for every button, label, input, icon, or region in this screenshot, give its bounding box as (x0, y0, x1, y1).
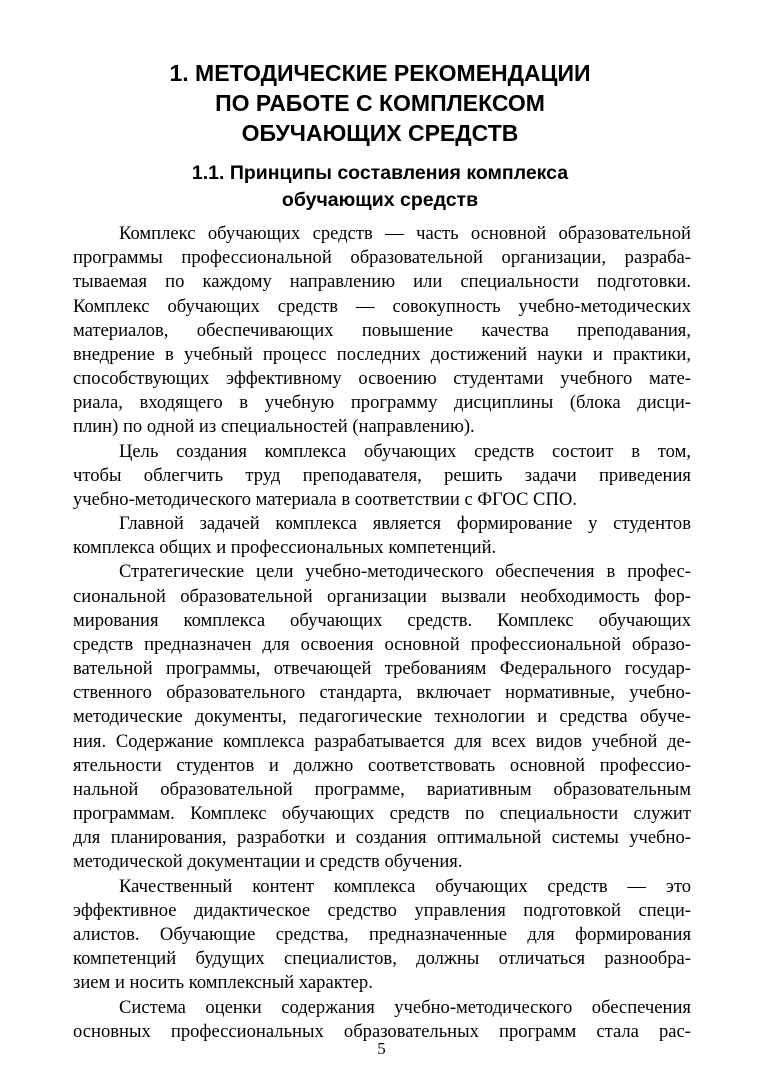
text-line: способствующих эффективному освоению студентами учебного мате- (73, 368, 691, 390)
text-line: ственного образовательного стандарта, включает нормативные, учебно- (73, 682, 691, 704)
chapter-heading-line: ПО РАБОТЕ С КОМПЛЕКСОМ (215, 90, 545, 116)
text-line: мирования комплекса обучающих средств. Комплекс обучающих (73, 609, 691, 631)
text-line: тываемая по каждому направлению или специальности подготовки. (73, 271, 691, 293)
text-line: нальной образовательной программе, вариативным образовательным (73, 778, 691, 800)
text-line: Цель создания комплекса обучающих средств состоит в том, (119, 440, 691, 462)
text-line: плин) по одной из специальностей (направлению). (73, 416, 475, 438)
text-line: программы профессиональной образовательной организации, разраба- (73, 247, 691, 269)
page-number: 5 (377, 1039, 386, 1058)
text-line: эффективное дидактическое средство управления подготовкой специ- (73, 899, 691, 921)
text-line: для планирования, разработки и создания оптимальной системы учебно- (73, 827, 691, 849)
text-line: чтобы облегчить труд преподавателя, решить задачи приведения (73, 464, 691, 486)
text-line: внедрение в учебный процесс последних достижений науки и практики, (73, 343, 691, 365)
text-line: основных профессиональных образовательных программ стала рас- (73, 1020, 691, 1042)
section-heading (60, 160, 700, 214)
text-line: комплекса общих и профессиональных компетенций. (73, 537, 497, 559)
text-line: риала, входящего в учебную программу дисциплины (блока дисци- (73, 392, 691, 414)
chapter-heading-line: 1. МЕТОДИЧЕСКИЕ РЕКОМЕНДАЦИИ (169, 60, 591, 86)
text-line: ятельности студентов и должно соответствовать основной профессио- (73, 754, 691, 776)
section-heading-line: 1.1. Принципы составления комплекса (191, 162, 569, 184)
text-line: алистов. Обучающие средства, предназначенные для формирования (73, 923, 691, 945)
text-line: Качественный контент комплекса обучающих средств — это (119, 875, 691, 897)
text-line: зием и носить комплексный характер. (73, 972, 373, 994)
text-line: материалов, обеспечивающих повышение качества преподавания, (73, 319, 691, 341)
chapter-heading (60, 58, 700, 148)
text-line: Стратегические цели учебно-методического обеспечения в профес- (119, 561, 691, 583)
text-line: Система оценки содержания учебно-методического обеспечения (119, 996, 691, 1018)
chapter-heading-line: ОБУЧАЮЩИХ СРЕДСТВ (241, 120, 519, 146)
text-line: Главной задачей комплекса является формирование у студентов (119, 513, 691, 535)
text-line: средств предназначен для освоения основной профессиональной образо- (73, 633, 691, 655)
body-text (73, 222, 691, 1044)
text-line: вательной программы, отвечающей требованиям Федерального государ- (73, 658, 691, 680)
text-line: сиональной образовательной организации вызвали необходимость фор- (73, 585, 691, 607)
text-line: учебно-методического материала в соответствии с ФГОС СПО. (73, 488, 577, 510)
text-line: программам. Комплекс обучающих средств по специальности служит (73, 803, 691, 825)
text-line: Комплекс обучающих средств — часть основной образовательной (119, 223, 691, 244)
text-line: ния. Содержание комплекса разрабатывается для всех видов учебной де- (73, 730, 691, 752)
text-line: методической документации и средств обучения. (73, 851, 463, 873)
text-line: Комплекс обучающих средств — совокупность учебно-методических (73, 295, 691, 317)
text-line: компетенций будущих специалистов, должны отличаться разнообра- (73, 948, 691, 970)
text-line: методические документы, педагогические технологии и средства обуче- (73, 706, 691, 728)
section-heading-line: обучающих средств (281, 189, 479, 211)
